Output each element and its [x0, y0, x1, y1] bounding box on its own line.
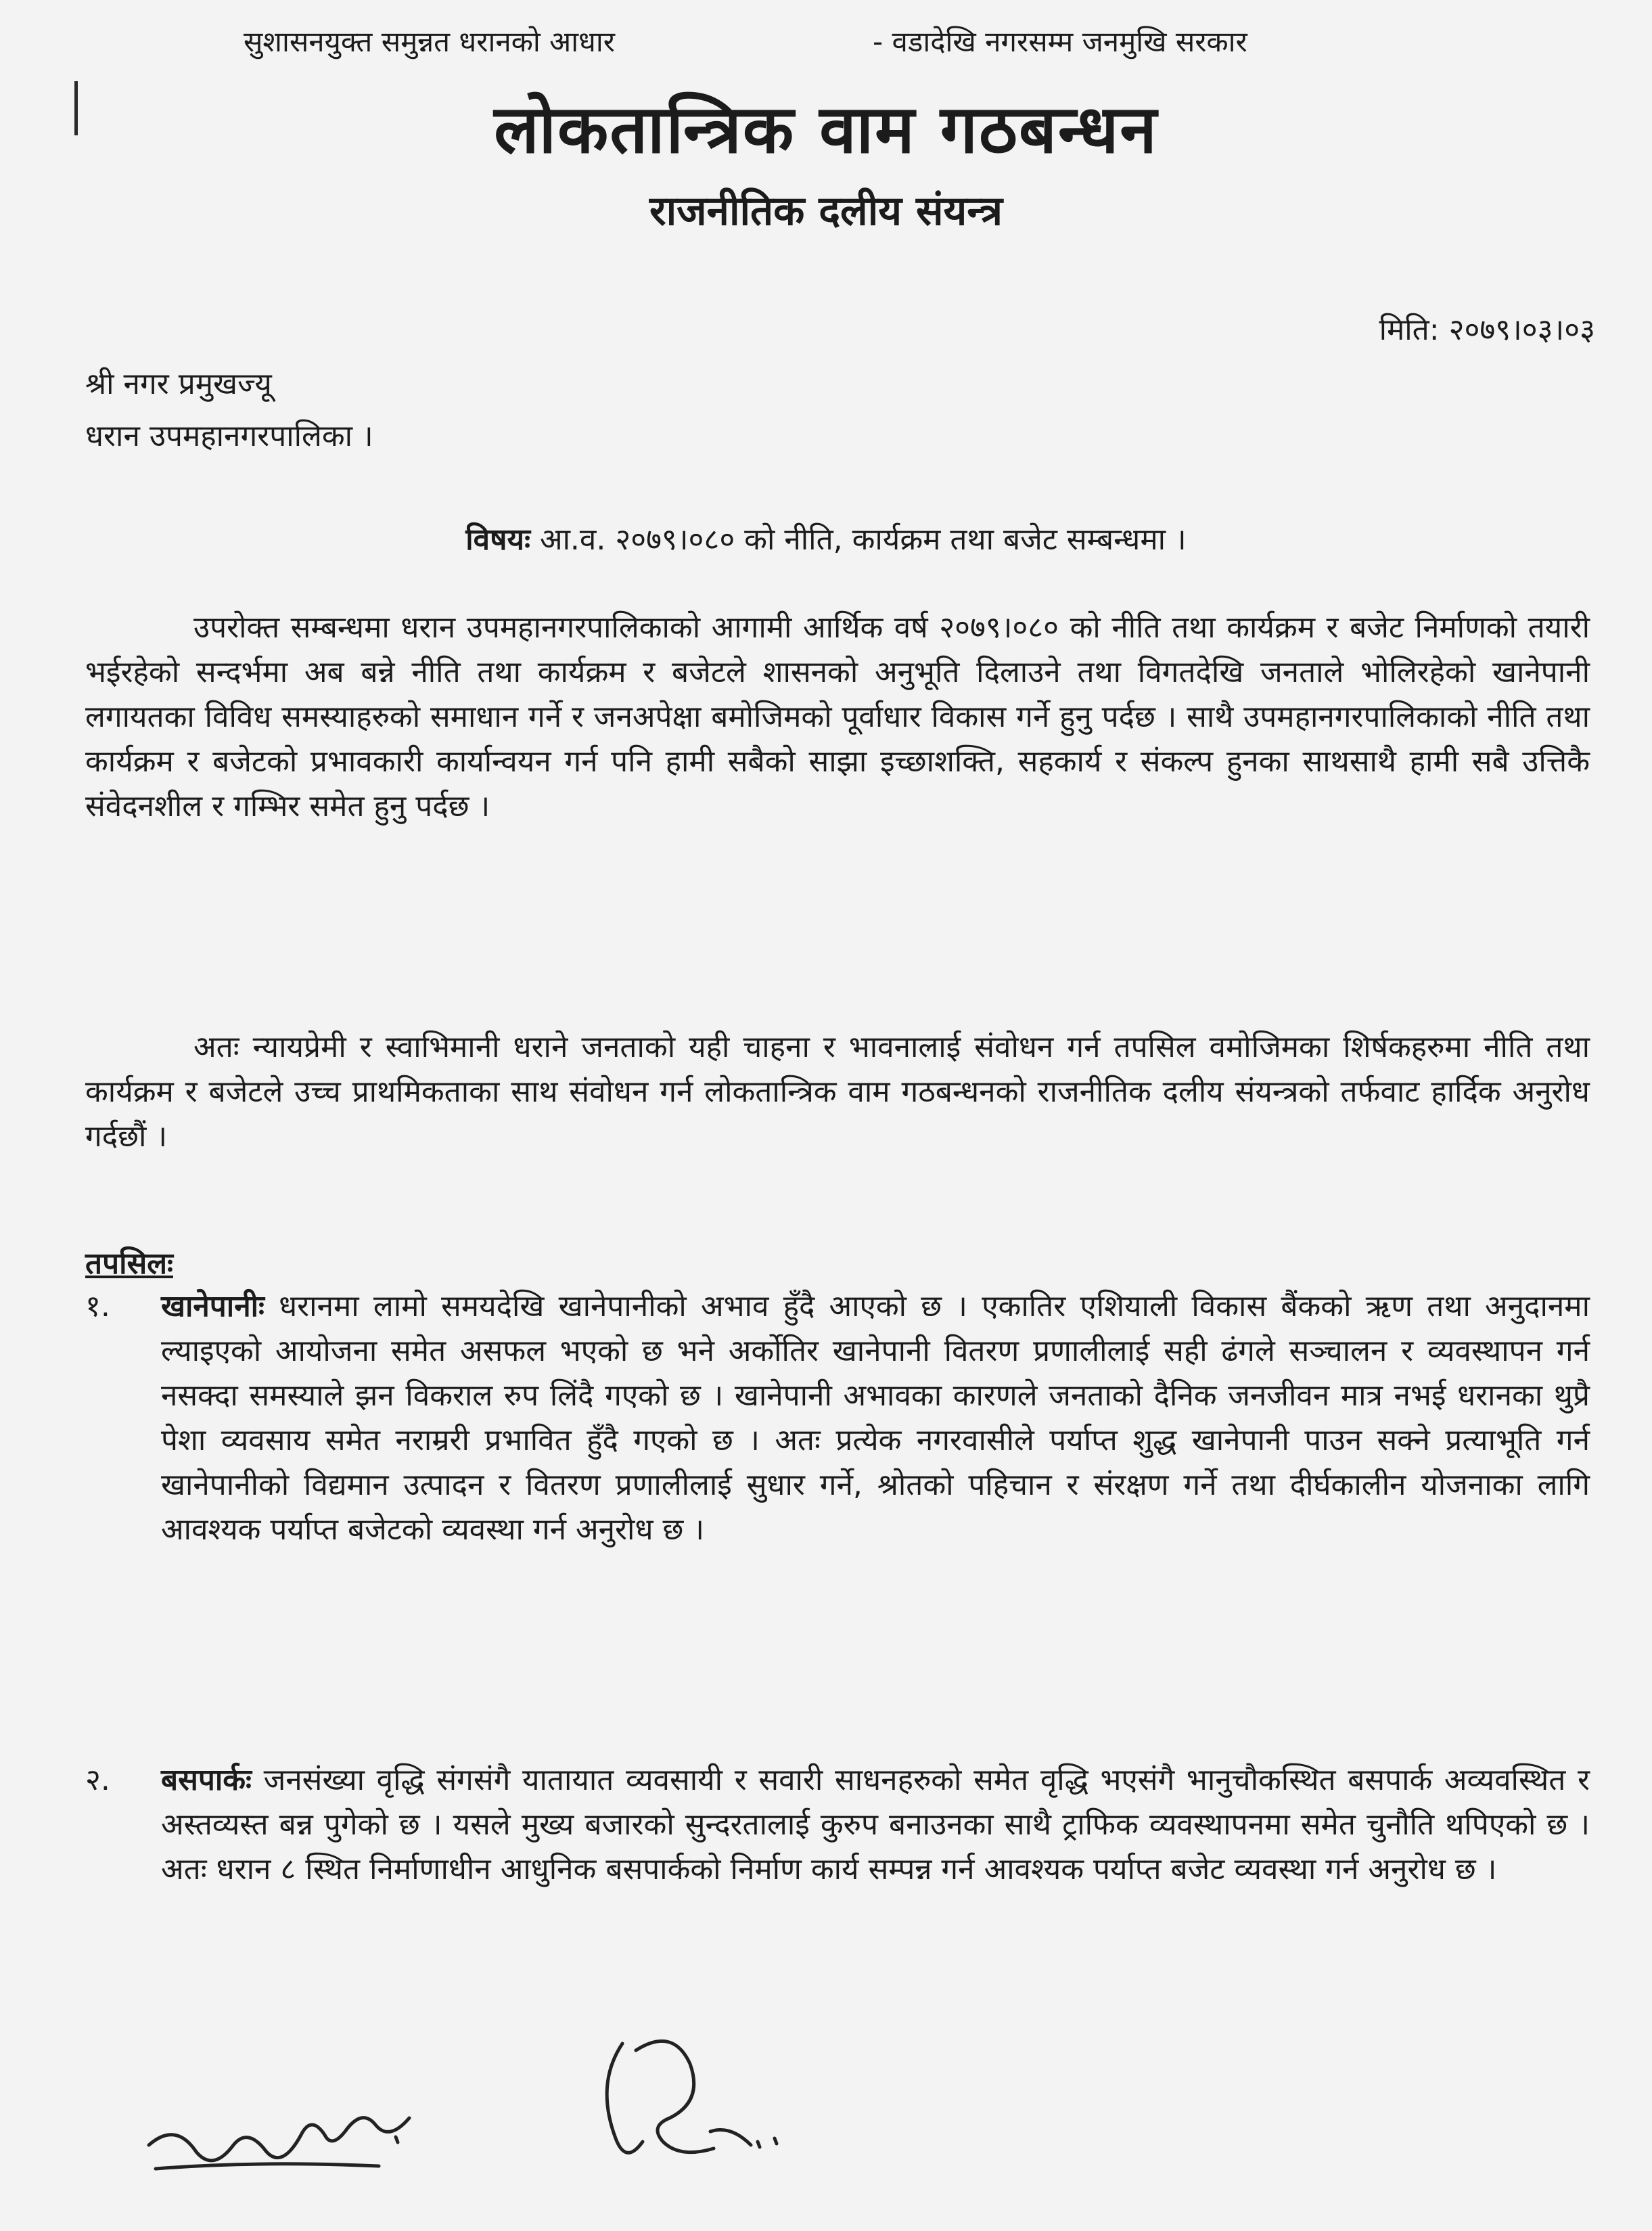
- recipient-line-2: धरान उपमहानगरपालिका ।: [85, 419, 373, 453]
- subject-line: [0, 518, 1652, 558]
- item-title: खानेपानीः: [161, 1289, 265, 1324]
- letterhead-subtitle: राजनीतिक दलीय संयन्त्र: [649, 187, 1003, 235]
- date-value: २०७९।०३।०३: [1448, 313, 1595, 347]
- signature-left-underline: [156, 2164, 379, 2169]
- date-line: [1379, 308, 1595, 348]
- tapsil-item: [85, 1284, 1590, 1552]
- subject-label: विषयः: [465, 522, 530, 557]
- item-title: बसपार्कः: [161, 1763, 252, 1797]
- body-paragraph-2: अतः न्यायप्रेमी र स्वाभिमानी धराने जनताको यही चाहना र भावनालाई संवोधन गर्न तपसिल वमोजिमका शिर्षकहरुमा नीति तथा कार्यक्रम र बजेटले उच्च प्राथमिकताका साथ संवोधन गर्न लोकतान्त्रिक वाम गठबन्धनको राजनीतिक दलीय संयन्त्रको तर्फवाट हार्दिक अनुरोध गर्दछौं ।: [85, 1030, 1590, 1154]
- tapsil-item: [85, 1758, 1590, 1892]
- signature-right: [607, 2041, 777, 2153]
- item-body: [161, 1758, 1590, 1892]
- item-body: [161, 1284, 1590, 1552]
- item-number: २.: [85, 1763, 110, 1797]
- date-label: मिति:: [1379, 313, 1440, 347]
- slogan-right: - वडादेखि नगरसम्म जनमुखि सरकार: [873, 25, 1247, 58]
- item-text: जनसंख्या वृद्धि संगसंगै यातायात व्यवसायी र सवारी साधनहरुको समेत वृद्धि भएसंगै भानुचौकस्थित बसपार्क अव्यवस्थित र अस्तव्यस्त बन्न पुगेको छ । यसले मुख्य बजारको सुन्दरतालाई कुरुप बनाउनका साथै ट्राफिक व्यवस्थापनमा समेत चुनौति थपिएको छ । अतः धरान ८ स्थित निर्माणाधीन आधुनिक बसपार्कको निर्माण कार्य सम्पन्न गर्न आवश्यक पर्याप्त बजेट व्यवस्था गर्न अनुरोध छ ।: [161, 1763, 1590, 1887]
- slogan-left: सुशासनयुक्त समुन्नत धरानको आधार: [244, 25, 615, 58]
- tapsil-heading: तपसिलः: [85, 1246, 173, 1281]
- signature-left-dot: [396, 2137, 398, 2142]
- subject-text: आ.व. २०७९।०८० को नीति, कार्यक्रम तथा बजेट सम्बन्धमा ।: [539, 522, 1187, 557]
- item-number: १.: [85, 1289, 110, 1324]
- recipient-line-1: श्री नगर प्रमुखज्यू: [85, 367, 272, 401]
- signature-left: [149, 2118, 409, 2161]
- letterhead-title: लोकतान्त्रिक वाम गठबन्धन: [494, 91, 1158, 168]
- body-paragraph-1: उपरोक्त सम्बन्धमा धरान उपमहानगरपालिकाको आगामी आर्थिक वर्ष २०७९।०८० को नीति तथा कार्यक्रम र बजेट निर्माणको तयारी भईरहेको सन्दर्भमा अब बन्ने नीति तथा कार्यक्रम र बजेटले शासनको अनुभूति दिलाउने तथा विगतदेखि जनताले भोलिरहेको खानेपानी लगायतका विविध समस्याहरुको समाधान गर्ने र जनअपेक्षा बमोजिमको पूर्वाधार विकास गर्ने हुनु पर्दछ । साथै उपमहानगरपालिकाको नीति तथा कार्यक्रम र बजेटको प्रभावकारी कार्यान्वयन गर्न पनि हामी सबैको साझा इच्छाशक्ति, सहकार्य र संकल्प हुनका साथसाथै हामी सबै उत्तिकै संवेदनशील र गम्भिर समेत हुनु पर्दछ ।: [85, 610, 1590, 824]
- handwritten-signatures: [135, 2023, 947, 2213]
- item-text: धरानमा लामो समयदेखि खानेपानीको अभाव हुँदै आएको छ । एकातिर एशियाली विकास बैंकको ऋण तथा अनुदानमा ल्याइएको आयोजना समेत असफल भएको छ भने अर्कोतिर खानेपानी वितरण प्रणालीलाई सही ढंगले सञ्चालन र व्यवस्थापन गर्न नसक्दा समस्याले झन विकराल रुप लिंदै गएको छ । खानेपानी अभावका कारणले जनताको दैनिक जनजीवन मात्र नभई धरानका थुप्रै पेशा व्यवसाय समेत नराम्ररी प्रभावित हुँदै गएको छ । अतः प्रत्येक नगरवासीले पर्याप्त शुद्ध खानेपानी पाउन सक्ने प्रत्याभूति गर्न खानेपानीको विद्यमान उत्पादन र वितरण प्रणालीलाई सुधार गर्ने, श्रोतको पहिचान र संरक्षण गर्ने तथा दीर्घकालीन योजनाका लागि आवश्यक पर्याप्त बजेटको व्यवस्था गर्न अनुरोध छ ।: [161, 1289, 1590, 1547]
